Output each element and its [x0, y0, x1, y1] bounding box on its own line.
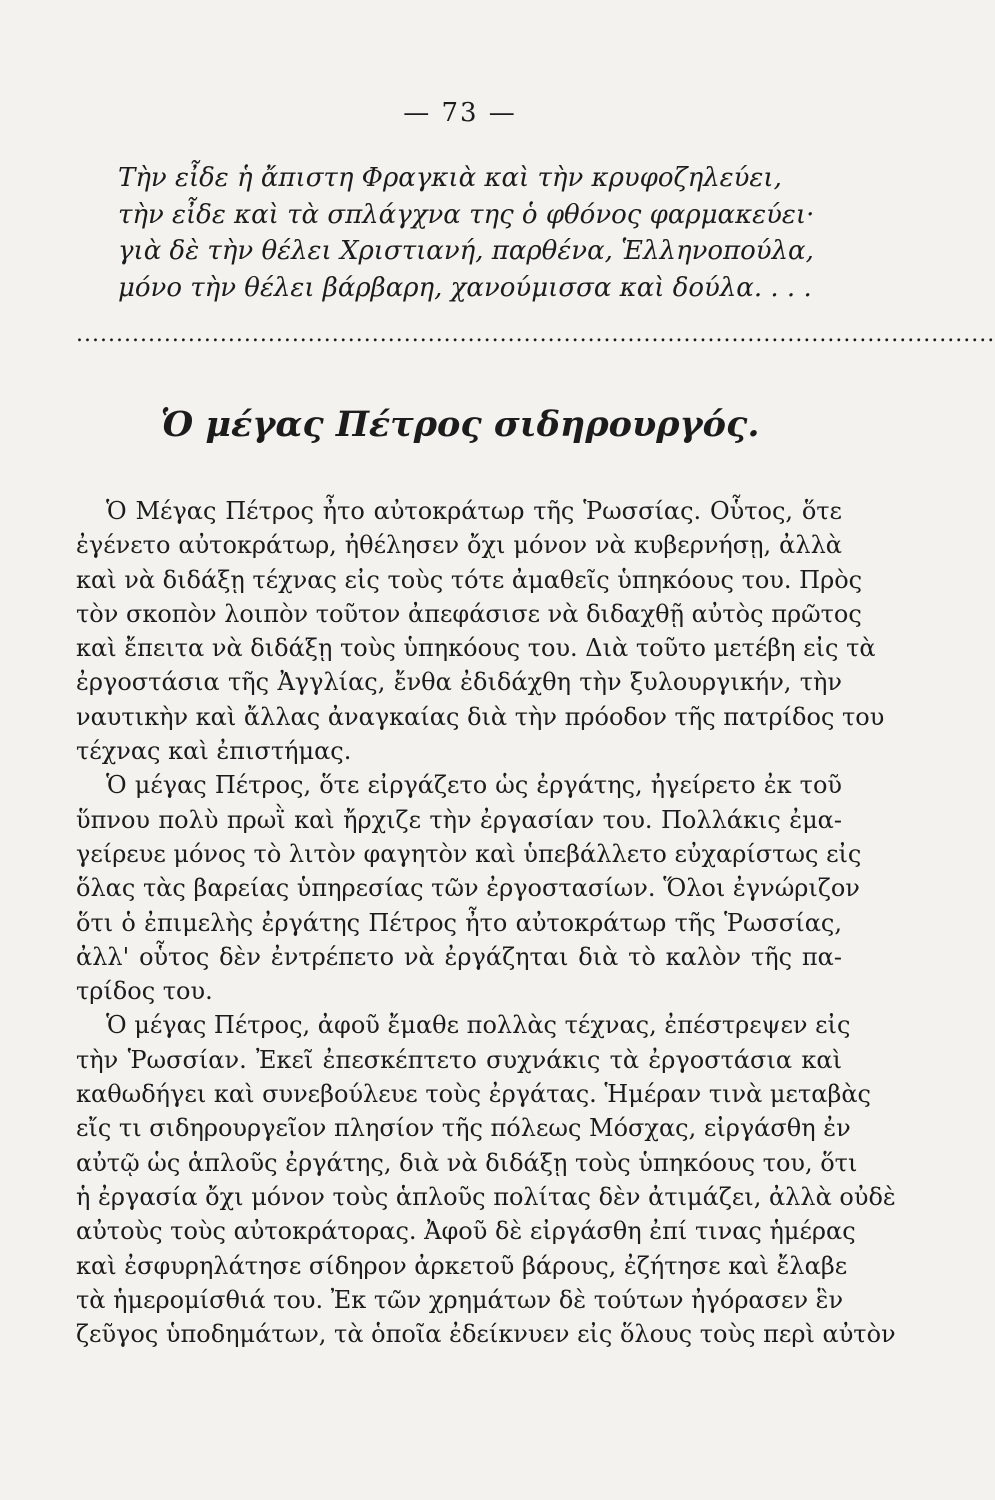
text-line: ἐγένετο αὐτοκράτωρ, ἠθέλησεν ὄχι μόνον νὰ κυβερνήσῃ, ἀλλὰ: [76, 531, 842, 560]
text-line: ὕπνου πολὺ πρωῒ καὶ ἤρχιζε τὴν ἐργασίαν του. Πολλάκις ἐμα-: [76, 805, 842, 834]
text-line: αὐτῷ ὡς ἁπλοῦς ἐργάτης, διὰ νὰ διδάξῃ τοὺς ὑπηκόους του, ὅτι: [76, 1148, 858, 1177]
poem-line: τὴν εἶδε καὶ τὰ σπλάγχνα της ὁ φθόνος φαρμακεύει·: [118, 199, 815, 230]
text-line: ζεῦγος ὑποδημάτων, τὰ ὁποῖα ἐδείκνυεν εἰς ὅλους τοὺς περὶ αὐτὸν: [76, 1320, 896, 1349]
text-line: τὸν σκοπὸν λοιπὸν τοῦτον ἀπεφάσισε νὰ διδαχθῇ αὐτὸς πρῶτος: [76, 599, 862, 628]
page-number: — 73 —: [403, 98, 517, 128]
poem-stanza: [118, 160, 858, 306]
text-line: ὅλας τὰς βαρείας ὑπηρεσίας τῶν ἐργοστασίων. Ὅλοι ἐγνώριζον: [76, 874, 860, 903]
text-line: καὶ ἐσφυρηλάτησε σίδηρον ἀρκετοῦ βάρους, ἐζήτησε καὶ ἔλαβε: [76, 1251, 848, 1280]
text-line: τρίδος του.: [76, 977, 213, 1006]
paragraph-1: [76, 494, 885, 768]
text-line: γείρευε μόνος τὸ λιτὸν φαγητὸν καὶ ὑπεβάλλετο εὐχαρίστως εἰς: [76, 839, 862, 868]
poem-line: γιὰ δὲ τὴν θέλει Χριστιανή, παρθένα, Ἑλληνοπούλα,: [118, 236, 814, 266]
text-line: ἐργοστάσια τῆς Ἀγγλίας, ἔνθα ἐδιδάχθη τὴν ξυλουργικήν, τὴν: [76, 668, 842, 697]
paragraph-3: [76, 1008, 896, 1351]
paragraph-2: [76, 768, 862, 1008]
text-line: τὴν Ῥωσσίαν. Ἐκεῖ ἐπεσκέπτετο συχνάκις τὰ ἐργοστάσια καὶ: [76, 1045, 842, 1074]
text-line: καὶ νὰ διδάξῃ τέχνας εἰς τοὺς τότε ἀμαθεῖς ὑπηκόους του. Πρὸς: [76, 565, 863, 594]
poem-line: Τὴν εἶδε ἡ ἄπιστη Φραγκιὰ καὶ τὴν κρυφοζηλεύει,: [118, 163, 782, 193]
text-line: καθωδήγει καὶ συνεβούλευε τοὺς ἐργάτας. Ἡμέραν τινὰ μεταβὰς: [76, 1080, 871, 1109]
dotted-separator: ...................................................................................................................: [76, 322, 995, 347]
text-line: ἀλλ' οὗτος δὲν ἐντρέπετο νὰ ἐργάζηται διὰ τὸ καλὸν τῆς πα-: [76, 942, 842, 971]
text-line: τὰ ἡμερομίσθιά του. Ἐκ τῶν χρημάτων δὲ τούτων ἠγόρασεν ἓν: [76, 1285, 844, 1314]
text-line: αὐτοὺς τοὺς αὐτοκράτορας. Ἀφοῦ δὲ εἰργάσθη ἐπί τινας ἡμέρας: [76, 1217, 856, 1246]
text-line: ναυτικὴν καὶ ἄλλας ἀναγκαίας διὰ τὴν πρόοδον τῆς πατρίδος του: [76, 702, 885, 731]
text-line: ὅτι ὁ ἐπιμελὴς ἐργάτης Πέτρος ἦτο αὐτοκράτωρ τῆς Ῥωσσίας,: [76, 908, 842, 937]
section-heading: Ὁ μέγας Πέτρος σιδηρουργός.: [160, 404, 760, 445]
text-line: τέχνας καὶ ἐπιστήμας.: [76, 737, 352, 766]
poem-line: μόνο τὴν θέλει βάρβαρη, χανούμισσα καὶ δούλα. . . .: [118, 272, 812, 303]
text-line: Ὁ μέγας Πέτρος, ὅτε εἰργάζετο ὡς ἐργάτης, ἠγείρετο ἐκ τοῦ: [106, 771, 842, 800]
text-line: εἴς τι σιδηρουργεῖον πλησίον τῆς πόλεως Μόσχας, εἰργάσθη ἐν: [76, 1114, 851, 1143]
prose-body: [76, 494, 896, 1351]
text-line: Ὁ μέγας Πέτρος, ἀφοῦ ἔμαθε πολλὰς τέχνας, ἐπέστρεψεν εἰς: [106, 1011, 851, 1040]
text-line: καὶ ἔπειτα νὰ διδάξῃ τοὺς ὑπηκόους του. Διὰ τοῦτο μετέβη εἰς τὰ: [76, 634, 876, 663]
text-line: ἡ ἐργασία ὄχι μόνον τοὺς ἁπλοῦς πολίτας δὲν ἀτιμάζει, ἀλλὰ οὐδὲ: [76, 1182, 896, 1211]
text-line: Ὁ Μέγας Πέτρος ἦτο αὐτοκράτωρ τῆς Ῥωσσίας. Οὗτος, ὅτε: [106, 497, 842, 525]
